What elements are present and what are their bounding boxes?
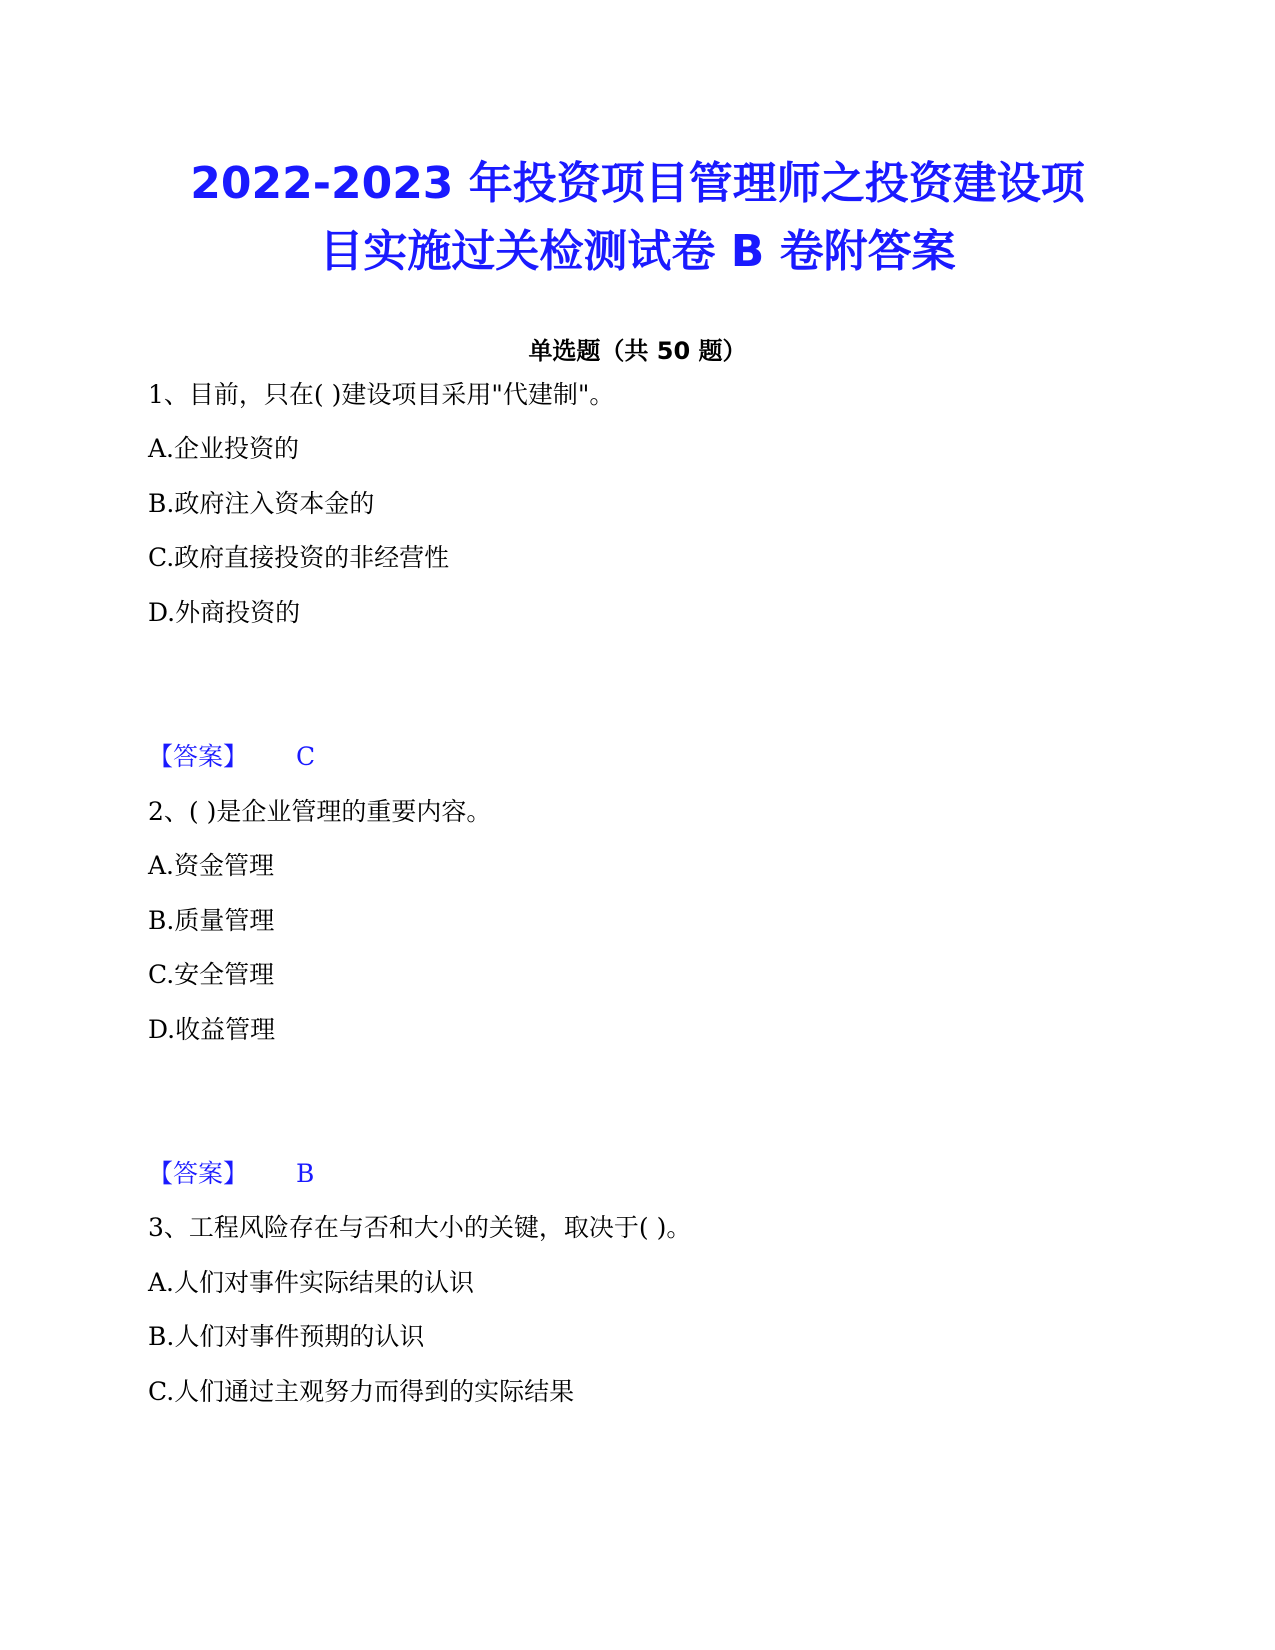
- answer-value: C: [296, 742, 316, 771]
- option-d: D.收益管理: [148, 1015, 276, 1044]
- answer-row: [148, 1157, 314, 1191]
- answer-row: [148, 740, 315, 774]
- option-a: A.企业投资的: [148, 434, 300, 463]
- option-c: C.安全管理: [148, 960, 275, 989]
- question-stem: 3、工程风险存在与否和大小的关键，取决于( )。: [148, 1213, 692, 1242]
- option-c: C.政府直接投资的非经营性: [148, 543, 450, 572]
- title-line-1: 2022-2023 年投资项目管理师之投资建设项: [190, 158, 1085, 209]
- document-title: [100, 150, 1175, 286]
- answer-label: 【答案】: [148, 742, 249, 771]
- title-line-2: 目实施过关检测试卷 B 卷附答案: [319, 226, 956, 277]
- section-heading: 单选题（共 50 题）: [528, 337, 747, 365]
- option-a: A.人们对事件实际结果的认识: [148, 1268, 475, 1297]
- option-c: C.人们通过主观努力而得到的实际结果: [148, 1377, 575, 1406]
- option-b: B.人们对事件预期的认识: [148, 1322, 425, 1351]
- option-a: A.资金管理: [148, 851, 275, 880]
- question-stem: 2、( )是企业管理的重要内容。: [148, 797, 492, 826]
- answer-label: 【答案】: [148, 1159, 249, 1188]
- option-d: D.外商投资的: [148, 598, 301, 627]
- answer-value: B: [296, 1159, 315, 1188]
- option-b: B.政府注入资本金的: [148, 489, 375, 518]
- option-b: B.质量管理: [148, 906, 275, 935]
- question-stem: 1、目前，只在( )建设项目采用"代建制"。: [148, 380, 615, 409]
